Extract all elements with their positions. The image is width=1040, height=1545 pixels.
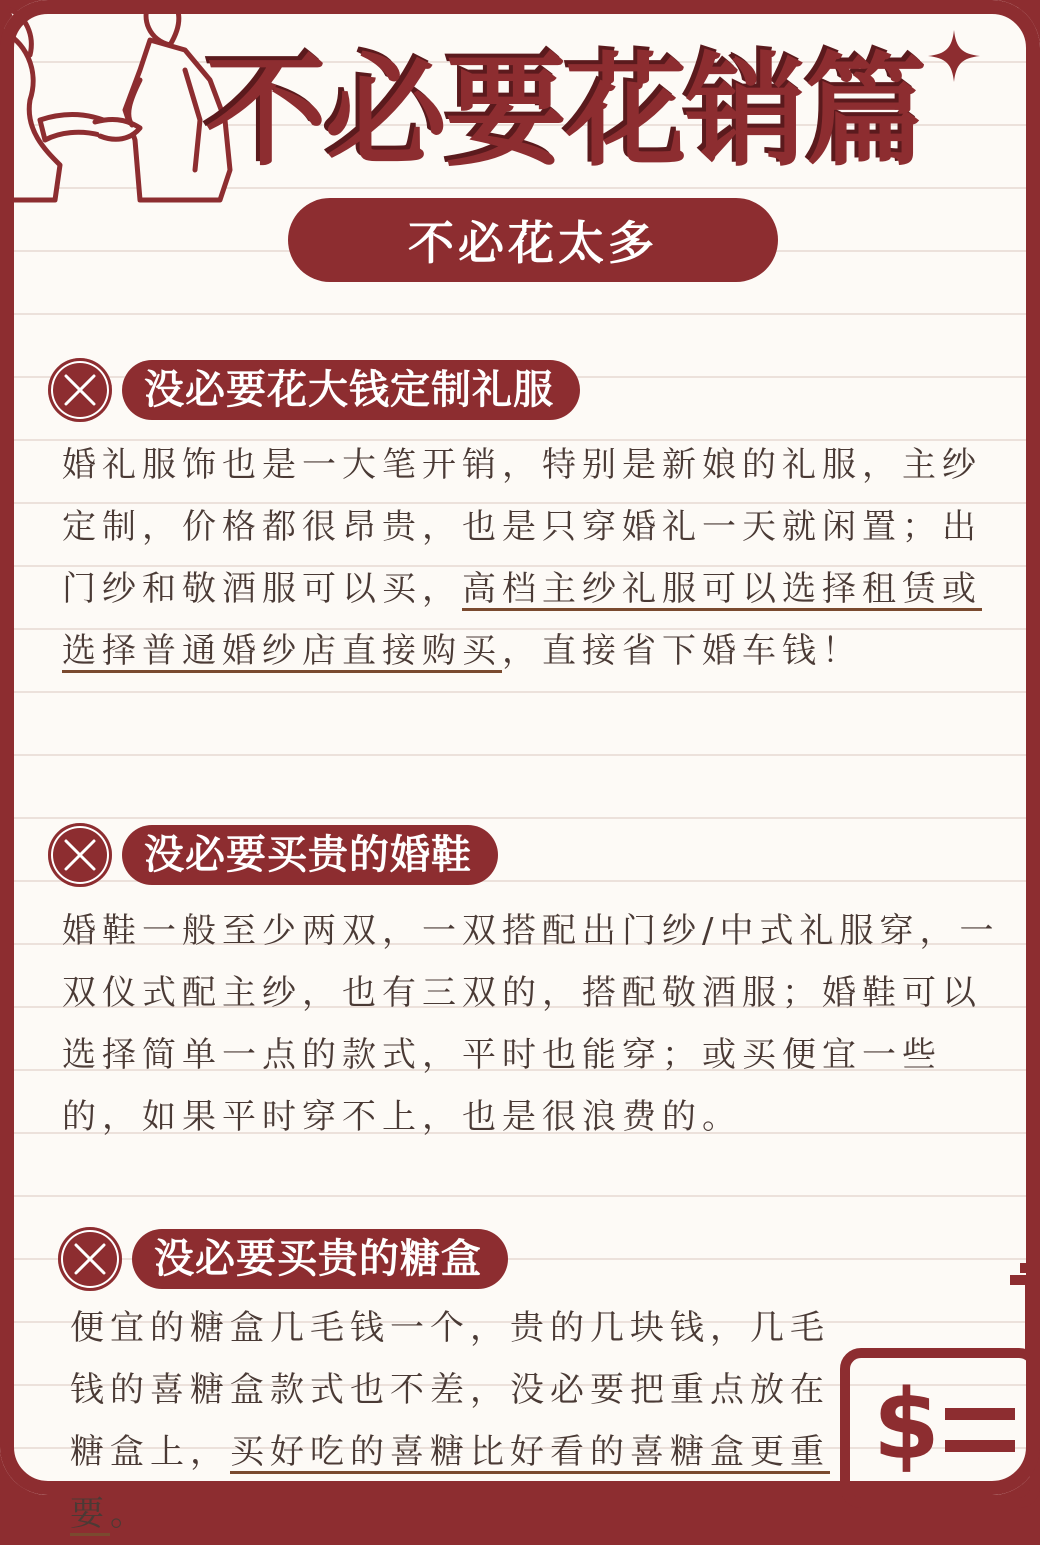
section-text-end: ，直接省下婚车钱！ <box>502 631 862 671</box>
section-text: 婚鞋一般至少两双，一双搭配出门纱/中式礼服穿，一双仪式配主纱，也有三双的，搭配敬酒服；婚鞋可以选择简单一点的款式，平时也能穿；或买便宜一些的，如果平时穿不上，也是很浪费的。 <box>62 911 1000 1137</box>
section-text-end: 。 <box>110 1494 150 1534</box>
x-circle-icon <box>58 1227 122 1291</box>
section-heading: 没必要买贵的糖盒 <box>132 1229 508 1289</box>
section-header <box>58 1227 508 1291</box>
section-highlight: 买好吃的喜糖比好看的喜糖盒更重要 <box>70 1432 830 1534</box>
page-title: 不必要花销篇 <box>205 41 925 183</box>
subtitle-badge: 不必花太多 <box>288 198 778 282</box>
section-text: 便宜的糖盒几毛钱一个，贵的几块钱，几毛钱的喜糖盒款式也不差，没必要把重点放在糖盒上， <box>70 1308 830 1472</box>
section-heading: 没必要花大钱定制礼服 <box>122 360 580 420</box>
couple-illustration <box>0 0 240 210</box>
sparkle-star-icon <box>928 30 980 82</box>
section-body <box>70 1297 830 1545</box>
section-text: 婚礼服饰也是一大笔开销，特别是新娘的礼服，主纱定制，价格都很昂贵，也是只穿婚礼一天就闲置；出门纱和敬酒服可以买， <box>62 445 982 609</box>
money-card-icon <box>835 1268 1040 1495</box>
section-body <box>62 900 1012 1148</box>
section-header <box>48 358 580 422</box>
x-circle-icon <box>48 823 112 887</box>
section-body <box>62 434 1012 682</box>
section-header <box>48 823 498 887</box>
section-highlight: 高档主纱礼服可以选择租赁或选择普通婚纱店直接购买 <box>62 569 982 671</box>
svg-text:$: $ <box>873 1369 940 1481</box>
x-circle-icon <box>48 358 112 422</box>
section-heading: 没必要买贵的婚鞋 <box>122 825 498 885</box>
